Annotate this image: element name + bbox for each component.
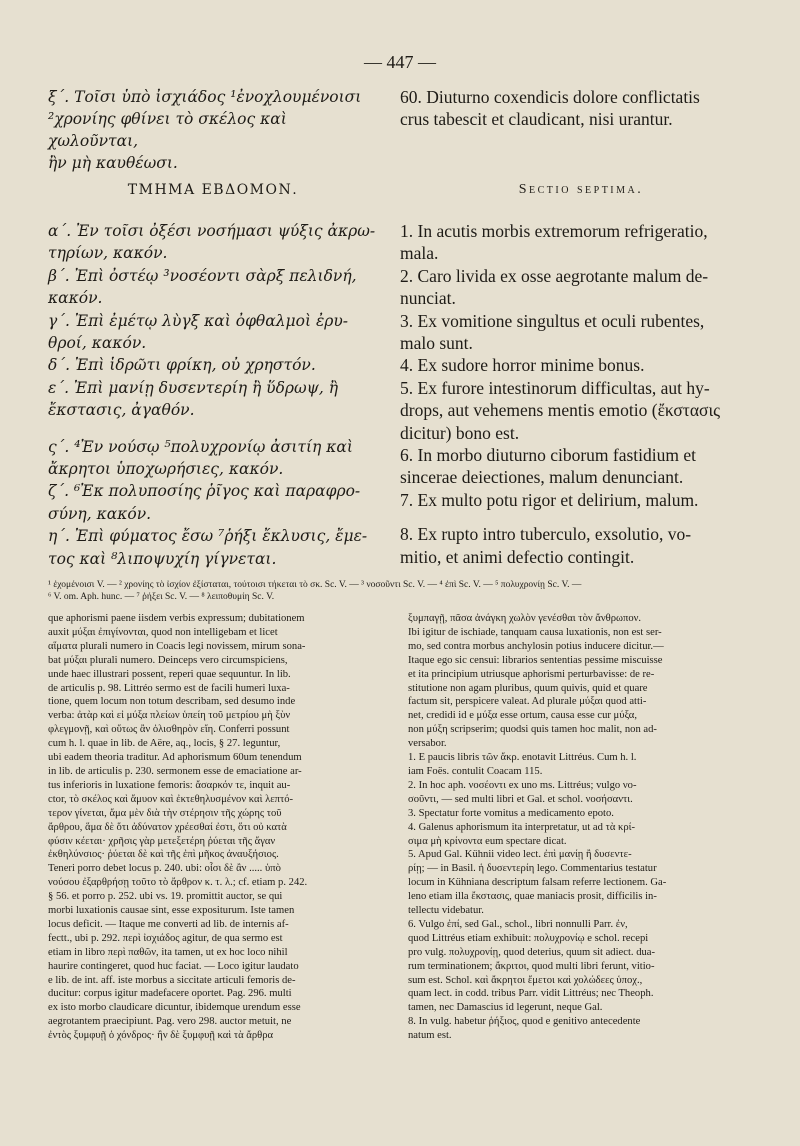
footnote-line: ¹ ἐχομένοισι V. — ² χρονίης τὸ ἰσχίον ἐξίσταται, τούτοισι τήκεται τὸ σκ. Sc. V. — ³ νοσοῦντι Sc. V. — ⁴ ἐπὶ Sc. V. — ⁵ πολυχρονίῃ Sc. V. — [48,580,582,590]
commentary-line: 4. Galenus aphorismum ita interpretatur, ut ad τὰ κρί- [408,821,636,833]
commentary-line: ex isto morbo claudicare dicuntur, ibidemque urendum esse [48,1002,301,1014]
commentary-line: ctor, τὸ σκέλος καὶ ἄμυον καὶ ἐκτεθηλυσμένον καὶ λεπτό- [48,793,294,805]
latin-line: malo sunt. [400,333,473,354]
greek-line: ἔκστασις, ἀγαθόν. [48,401,195,420]
greek-line: δ΄. Ἐπὶ ἱδρῶτι φρίκη, οὐ χρηστόν. [48,356,316,375]
latin-aphorism [400,354,762,376]
greek-line: ἄκρητοι ὑποχωρήσιες, κακόν. [48,460,284,479]
greek-line: ς΄. ⁴Ἐν νούσῳ ⁵πολυχρονίῳ ἀσιτίη καὶ [48,437,353,456]
commentary-line: unde haec illustrari possent, reperi quae sequuntur. In lib. [48,668,291,680]
section-heading-greek: ΤΜΗΜΑ ΕΒΔΟΜΟΝ. [127,182,299,198]
commentary-line: morbi luxationis causae sint, esse expositurum. Iste tamen [48,905,295,917]
greek-line: ξ΄. Τοῖσι ὑπὸ ἰσχιάδος ¹ἐνοχλουμένοισι [48,88,362,106]
commentary-line: ducitur: corpus igitur madefacere oportet. Pag. 296. multi [48,988,292,1000]
greek-aphorisms [48,220,378,570]
commentary-line: 1. E paucis libris τῶν ἄκρ. enotavit Littréus. Cum h. l. [408,752,637,764]
greek-line: γ΄. Ἐπὶ ἐμέτῳ λὺγξ καὶ ὀφθαλμοὶ ἐρυ- [48,311,349,330]
greek-aphorism [48,310,378,355]
latin-aphorism [400,523,762,568]
commentary-line: locum in Kühniana descriptum falsam referre lectionem. Ga- [408,877,667,889]
commentary-line: de articulis p. 98. Littréo sermo est de facili humeri luxa- [48,682,290,694]
latin-aphorism [400,444,762,489]
greek-aphorism [48,377,378,422]
greek-line: ε΄. Ἐπὶ μανίῃ δυσεντερίη ἢ ὕδρωψ, ἢ [48,378,338,397]
latin-line: nunciat. [400,288,456,309]
commentary-line: haurire contingeret, quod huc faciat. — Loco igitur laudato [48,960,299,972]
section-heading-latin: Sectio septima. [518,182,644,197]
commentary-line: φλεγμονῇ, καὶ οὕτως ἂν ὀλισθηρὸν εἴη. Conferri possunt [48,724,290,736]
commentary-line: § 56. et porro p. 252. ubi vs. 19. promittit auctor, se qui [48,891,283,903]
commentary-left-column [48,612,393,1043]
commentary-line: ubi eadem theoria traditur. Ad aphorismum 60um tenendum [48,752,302,764]
commentary-line: leno etiam illa ἔκστασις, quae maniacis prosit, difficilis in- [408,891,657,903]
commentary-line: ἄρθρου, ἅμα δὲ ὅτι ἀδύνατον χρέεσθαί ἐστι, ὅτι οὐ κατὰ [48,821,287,833]
greek-line: τος καὶ ⁸λιποψυχίη γίγνεται. [48,549,277,568]
commentary-line: tamen, nec Damascius id legerunt, neque Gal. [408,1002,603,1014]
latin-line: 5. Ex furore intestinorum difficultas, aut hy- [400,377,710,398]
greek-line: θροί, κακόν. [48,334,147,353]
greek-line: ἢν μὴ καυθέωσι. [48,154,178,172]
greek-line: α΄. Ἐν τοῖσι ὀξέσι νοσήμασι ψύξις ἀκρω- [48,222,376,240]
commentary-line: net, credidi id e μύξα esse ortum, causa esse cur μύξα, [408,710,637,722]
commentary-line: fectt., ubi p. 292. περὶ ἰσχιάδος agitur, de qua sermo est [48,932,283,944]
greek-line: ζ΄. ⁶Ἐκ πολυποσίης ῥῖγος καὶ παραφρο- [48,482,361,501]
greek-aphorism [48,220,378,265]
footnote-line: ⁶ V. om. Aph. hunc. — ⁷ ῥήξει Sc. V. — ⁸ λειποθυμίη Sc. V. [48,592,275,602]
latin-aphorism [400,489,762,511]
commentary-line: stitutione non agam pluribus, quum quivis, quid et quare [408,682,648,694]
commentary-line: σοῦντι, — sed multi libri et Gal. et schol. νοσήσαντι. [408,793,633,805]
commentary-line: locus deficit. — Itaque me converti ad lib. de internis af- [48,918,289,930]
page-number: — 447 — [364,52,436,72]
commentary-line: ρίῃ; — in Basil. ἡ δυσεντερίη lego. Commentarius testatur [408,863,657,875]
latin-line: 2. Caro livida ex osse aegrotante malum de- [400,265,709,286]
commentary-line: que aphorismi paene iisdem verbis expressum; dubitationem [48,613,305,624]
greek-line: ²χρονίης φθίνει τὸ σκέλος καὶ χωλοῦνται, [48,110,287,150]
commentary-line: mo, sed contra morbus anchylosin potius inducere dicitur.— [408,640,664,652]
commentary-line: iam Foës. contulit Coacam 115. [408,765,543,777]
commentary-line: φύσιν κέεται· χρῆσις γὰρ μετεξετέρη ῥύεται τῆς ἄγαν [48,835,276,847]
commentary-line: aegrotantem praecipiunt. Pag. vero 298. auctor metuit, ne [48,1016,292,1028]
commentary-line: versabor. [408,738,447,750]
latin-aphorism [400,220,762,265]
latin-intro-aphorism [400,86,762,130]
commentary-line: verba: ἀτὰρ καὶ εἰ μύξα πλείων ὑπείη τοῦ μετρίου μὴ ξὺν [48,710,291,722]
latin-aphorisms [400,220,762,568]
latin-line: mitio, et animi defectio contingit. [400,546,635,567]
commentary-line: Ibi igitur de ischiade, tanquam causa luxationis, non est ser- [408,626,662,638]
greek-aphorism [48,525,378,570]
commentary-line: tus inferioris in luxatione femoris: ἄσαρκόν τε, inquit au- [48,779,291,791]
commentary-line: natum est. [408,1030,452,1042]
greek-aphorism [48,354,378,376]
commentary-line: e lib. de int. aff. iste morbus a siccitate articuli femoris de- [48,974,296,986]
latin-aphorism [400,265,762,310]
greek-line: σύνη, κακόν. [48,504,152,523]
commentary-line: tione, quem locum non totum describam, sed desumo inde [48,696,296,708]
commentary-line: bat μύξαι plurali numero. Deinceps vero circumspiciens, [48,654,288,666]
commentary-line: Teneri porro debet locus p. 240. ubi: οἷσι δὲ ἂν ..... ὑπὸ [48,863,281,875]
commentary-line: in lib. de articulis p. 230. sermonem esse de emaciatione ar- [48,765,302,777]
latin-aphorism [400,377,762,444]
commentary-line: ἐκθηλύνσιος· ῥύεται δὲ καὶ τῆς ἐπὶ μῆκος ἀναυξήσιος. [48,849,279,861]
commentary-line: 5. Apud Gal. Kühnii video lect. ἐπὶ μανίῃ ἢ δυσεντε- [408,849,632,861]
footnotes [48,579,762,603]
latin-line: 6. In morbo diuturno ciborum fastidium et [400,445,696,466]
latin-line: sincerae deiectiones, malum denunciant. [400,467,684,488]
greek-line: κακόν. [48,289,103,308]
latin-line: crus tabescit et claudicant, nisi urantur. [400,109,673,129]
greek-aphorism [48,480,378,525]
greek-line: β΄. Ἐπὶ ὀστέῳ ³νοσέοντι σὰρξ πελιδνή, [48,266,357,285]
commentary-line: νούσου ἐξαρθρήσῃ τοῦτο τὸ ἄρθρον κ. τ. λ.; cf. etiam p. 242. [48,877,308,889]
commentary-line: ἐντὸς ξυμφυῇ ὁ χόνδρος· ἢν δὲ ξυμφυῇ καὶ τὰ ἄρθρα [48,1030,274,1042]
commentary-line: quam lect. in codd. tribus Parr. vidit Littréus; nec Theoph. [408,988,654,1000]
greek-line: η΄. Ἐπὶ φύματος ἔσω ⁷ῥήξι ἔκλυσις, ἔμε- [48,527,368,546]
latin-line: 7. Ex multo potu rigor et delirium, malum. [400,489,699,510]
latin-line: 8. Ex rupto intro tuberculo, exsolutio, vo- [400,524,692,545]
latin-line: 4. Ex sudore horror minime bonus. [400,355,645,376]
commentary-line: etiam in libro περὶ παθῶν, ita tamen, ut ex hoc loco nihil [48,946,288,958]
commentary-line: τερον γίνεται, ἅμα μὲν διὰ τὴν στέρησιν τῆς χώρης τοῦ [48,807,282,819]
commentary-line: αἵματα plurali numero in Coacis legi novissem, mirum sona- [48,640,306,652]
commentary-line: Itaque ego sic censui: librarios sententias pessime miscuisse [408,654,663,666]
commentary-line: 8. In vulg. habetur ῥήξιος, quod e genitivo antecedente [408,1016,641,1028]
latin-line: 3. Ex vomitione singultus et oculi rubentes, [400,310,705,331]
commentary-line: sum est. Schol. καὶ ἄκρητοι ἔμετοι καὶ χολώδεες ὑποχ., [408,974,643,986]
latin-line: 60. Diuturno coxendicis dolore conflictatis [400,87,700,107]
commentary-line: factum sit, perspicere valeat. Ad plurale μύξαι quod atti- [408,696,647,708]
greek-aphorism [48,436,378,481]
commentary-line: rum terminationem; ἄκριτοι, quod multi libri ferunt, vitio- [408,960,655,972]
latin-line: drops, aut vehemens mentis emotio (ἔκστασις [400,400,721,421]
commentary-line: 2. In hoc aph. νοσέοντι ex uno ms. Littréus; vulgo νο- [408,779,637,791]
commentary-line: auxit μύξαι ἐπιγίνονται, quod non intelligebam et licet [48,626,278,638]
commentary-right-column [408,612,762,1043]
commentary-line: 6. Vulgo ἐπί, sed Gal., schol., libri nonnulli Parr. ἐν, [408,918,628,930]
commentary-line: tellectu videbatur. [408,905,484,917]
commentary-line: 3. Spectatur forte vomitus a medicamento epoto. [408,807,614,819]
greek-aphorism [48,265,378,310]
commentary-line: pro vulg. πολυχρονίῃ, quod deterius, quum sit adiect. dua- [408,946,656,958]
latin-aphorism [400,310,762,355]
commentary-line: et ita principium utriusque aphorismi perturbavisse: de re- [408,668,655,680]
commentary-line: σιμα μὴ κρίνοντα eum spectare dicat. [408,835,567,847]
commentary-line: quod Littréus etiam exhibuit: πολυχρονίῳ e schol. recepi [408,932,649,944]
commentary-line: ξυμπαγῇ, πᾶσα ἀνάγκη χωλὸν γενέσθαι τὸν ἄνθρωπον. [408,613,642,624]
greek-intro-aphorism [48,86,378,174]
greek-line: τηρίων, κακόν. [48,244,168,263]
commentary-line: cum h. l. quae in lib. de Aëre, aq., locis, § 27. leguntur, [48,738,281,750]
latin-line: dicitur) bono est. [400,422,520,443]
commentary-line: non μύξη scripserim; quodsi quis tamen hoc malit, non ad- [408,724,657,736]
latin-line: mala. [400,243,439,264]
latin-line: 1. In acutis morbis extremorum refrigeratio, [400,221,708,241]
